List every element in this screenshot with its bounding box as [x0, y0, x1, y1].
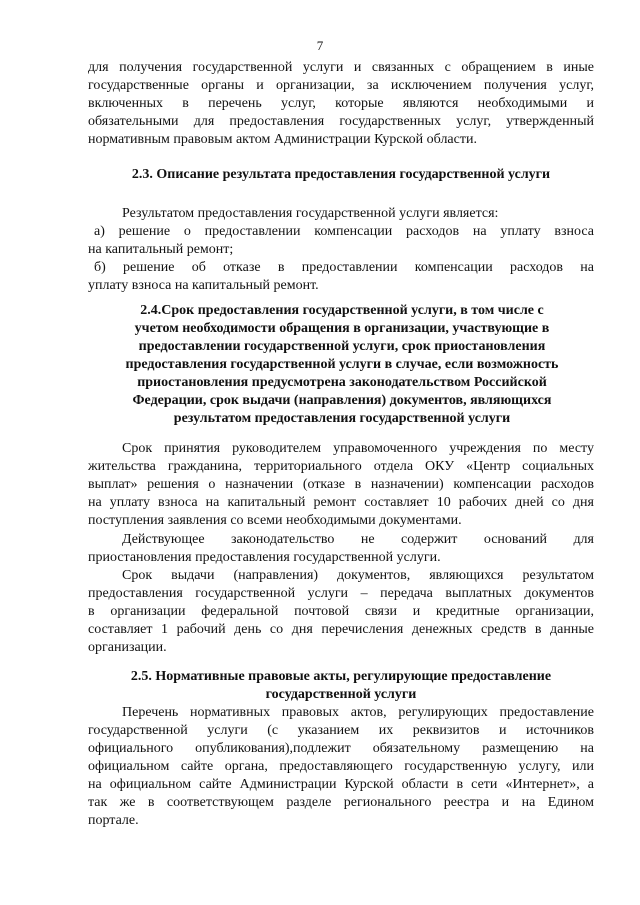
text-line: на капитальный ремонт; — [88, 242, 234, 257]
section-2-5-heading: 2.5. Нормативные правовые акты, регулирующие предоставление государственной услуги — [130, 669, 552, 702]
text-line: нормативным правовым актом Администрации Курской области. — [88, 132, 477, 147]
section-2-4-heading: 2.4.Срок предоставления государственной услуги, в том числе с учетом необходимости обращения в организации, участвующие в предоставлении государственной услуги, срок приостановления предоставления государственной услуги в случае, если возможность приостановления предусмотрена законодательством Российской Федерации, срок выдачи (направления) документов, являющихся результатом предоставления государственной услуги — [125, 303, 559, 426]
text-line: официальном сайте органа, предоставляющего государственную услугу, или — [88, 759, 594, 774]
text-line: б) решение об отказе в предоставлении компенсации расходов на — [94, 260, 594, 275]
text-line: портале. — [88, 813, 139, 828]
page-number: 7 — [316, 38, 324, 53]
text-line: поступления заявления со всеми необходимыми документами. — [88, 513, 462, 528]
text-line: а) решение о предоставлении компенсации расходов на уплату взноса — [94, 224, 594, 239]
text-line: приостановления предоставления государственной услуги. — [88, 550, 441, 565]
text-line: обязательными для предоставления государственных услуг, утвержденный — [88, 114, 594, 129]
text-line: жительства гражданина, территориального отдела ОКУ «Центр социальных — [88, 459, 594, 474]
text-line: на официальном сайте Администрации Курской области в сети «Интернет», а — [88, 777, 594, 792]
intro-paragraph — [88, 59, 594, 149]
text-line: государственной услуги (с указанием их реквизитов и источников — [88, 723, 594, 738]
text-line: включенных в перечень услуг, которые являются необходимыми и — [88, 96, 594, 111]
text-line: составляет 1 рабочий день со дня перечисления денежных средств в данные — [88, 622, 594, 637]
text-line: Действующее законодательство не содержит оснований для — [122, 532, 594, 547]
text-line: Результатом предоставления государственной услуги является: — [122, 206, 499, 221]
section-2-4-paragraph-1 — [88, 440, 594, 530]
text-line: официального опубликования),подлежит обязательному размещению на — [88, 741, 594, 756]
text-line: уплату взноса на капитальный ремонт. — [88, 278, 319, 293]
text-line: для получения государственной услуги и связанных с обращением в иные — [88, 60, 594, 75]
section-2-3-body — [88, 205, 594, 295]
text-line: в организации федеральной почтовой связи и кредитные организации, — [88, 604, 594, 619]
section-2-4-paragraph-2 — [88, 531, 594, 567]
text-line: так же в соответствующем разделе регионального реестра и на Едином — [88, 795, 594, 810]
text-line: Срок принятия руководителем управомоченного учреждения по месту — [122, 441, 594, 456]
section-2-5-paragraph-1 — [88, 704, 594, 830]
section-2-4-paragraph-3 — [88, 567, 594, 657]
text-line: Перечень нормативных правовых актов, регулирующих предоставление — [122, 705, 594, 720]
text-line: предоставления государственной услуги – передача выплатных документов — [88, 586, 594, 601]
text-line: организации. — [88, 640, 167, 655]
text-line: Срок выдачи (направления) документов, являющихся результатом — [122, 568, 594, 583]
text-line: выплат» решения о назначении (отказе в назначении) компенсации расходов — [88, 477, 594, 492]
text-line: государственные органы и организации, за исключением получения услуг, — [88, 78, 594, 93]
section-2-3-heading: 2.3. Описание результата предоставления государственной услуги — [131, 167, 551, 182]
text-line: на уплату взноса на капитальный ремонт составляет 10 рабочих дней со дня — [88, 495, 594, 510]
